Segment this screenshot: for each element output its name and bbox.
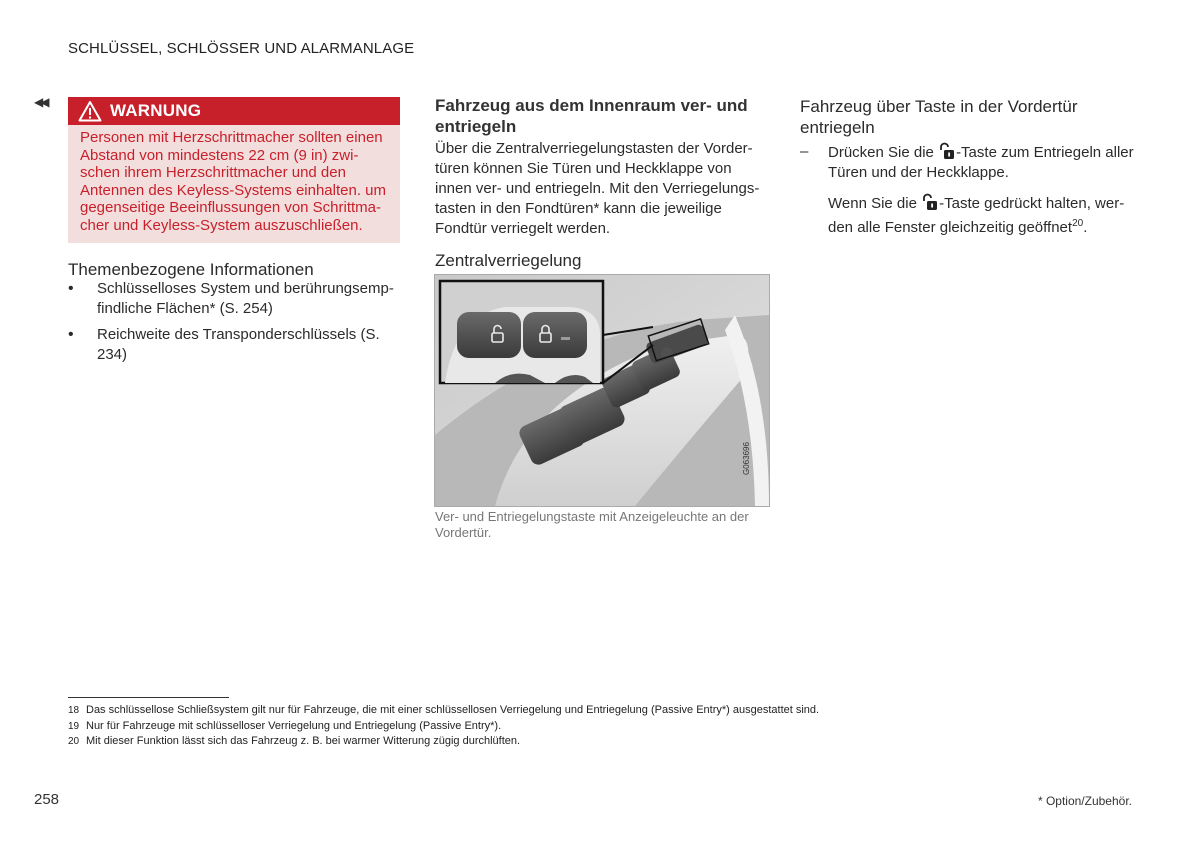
warning-text: Personen mit Herzschrittmacher sollten einen Abstand von mindestens 22 cm (9 in) zwi- schen ihrem Herzschrittmacher und den Antennen des Keyless-Systems einhalten. um gegenseitige Beeinflussungen von Schrittma- cher und Keyless-System auszuschließen. (80, 129, 386, 234)
note-text-before: Wenn Sie die (828, 195, 917, 212)
warning-header (68, 97, 400, 125)
back-arrow-icon[interactable]: ◀◀ (34, 95, 47, 109)
door-panel-photo (434, 274, 770, 507)
footnote-text: Das schlüssellose Schließsystem gilt nur für Fahrzeuge, die mit einer schlüssellosen Verriegelung und Entriegelung (Passive Entry*) ausgestattet sind. (86, 704, 820, 716)
footnote-19 (68, 719, 819, 735)
section-title-front-door: Fahrzeug über Taste in der Vordertür entriegeln (800, 97, 1078, 137)
related-info-list (68, 279, 403, 371)
footnote-18 (68, 703, 819, 719)
related-info-title: Themenbezogene Informationen (68, 260, 314, 279)
footnote-number: 18 (68, 705, 80, 716)
note-text-end: . (1083, 219, 1088, 236)
section-title-inside: Fahrzeug aus dem Innenraum ver- und entriegeln (435, 96, 748, 136)
related-link-transponder[interactable]: • Reichweite des Transponderschlüssels (S. 234) (68, 325, 403, 365)
figure-caption: Ver- und Entriegelungstaste mit Anzeigeleuchte an der Vordertür. (435, 509, 749, 540)
image-code: G063696 (742, 442, 751, 475)
footnote-text: Nur für Fahrzeuge mit schlüsselloser Verriegelung und Entriegelung (Passive Entry*). (86, 719, 502, 732)
step-dash: – (800, 143, 809, 160)
section-body-inside: Über die Zentralverriegelungstasten der Vorder- türen können Sie Türen und Heckklappe von innen ver- und entriegeln. Mit den Verriegelungs- tasten in den Fondtüren* kann die jeweilige Fondtür verriegelt werden. (435, 140, 760, 237)
instruction-step (800, 142, 1140, 183)
footnote-ref-20[interactable]: 20 (1072, 218, 1084, 229)
warning-triangle-icon (78, 100, 102, 122)
door-panel-illustration (435, 275, 769, 506)
footnote-number: 19 (68, 720, 80, 732)
unlock-icon (921, 193, 939, 211)
footnotes (68, 703, 819, 750)
warning-title: WARNUNG (110, 101, 202, 120)
option-note: * Option/Zubehör. (1037, 794, 1132, 808)
warning-box (68, 97, 400, 243)
unlock-icon (938, 142, 956, 160)
page-header: SCHLÜSSEL, SCHLÖSSER UND ALARMANLAGE (68, 40, 415, 57)
related-link-keyless[interactable]: • Schlüsselloses System und berührungsemp- findliche Flächen* (S. 254) (68, 279, 403, 319)
footnote-divider (68, 697, 229, 698)
footnote-text: Mit dieser Funktion lässt sich das Fahrzeug z. B. bei warmer Witterung zügig durchlüften. (86, 735, 521, 747)
footnote-20 (68, 734, 819, 750)
step-text-before: Drücken Sie die (828, 144, 934, 161)
step-text-after: -Taste zum Entriegeln aller Türen und der Heckklappe. (828, 144, 1134, 181)
subsection-title-central-locking: Zentralverriegelung (435, 251, 582, 270)
note-text-after: -Taste gedrückt halten, wer- den alle Fenster gleichzeitig geöffnet (828, 195, 1125, 236)
footnote-number: 20 (68, 736, 80, 747)
page-number: 258 (34, 791, 60, 808)
instruction-note (828, 193, 1138, 238)
